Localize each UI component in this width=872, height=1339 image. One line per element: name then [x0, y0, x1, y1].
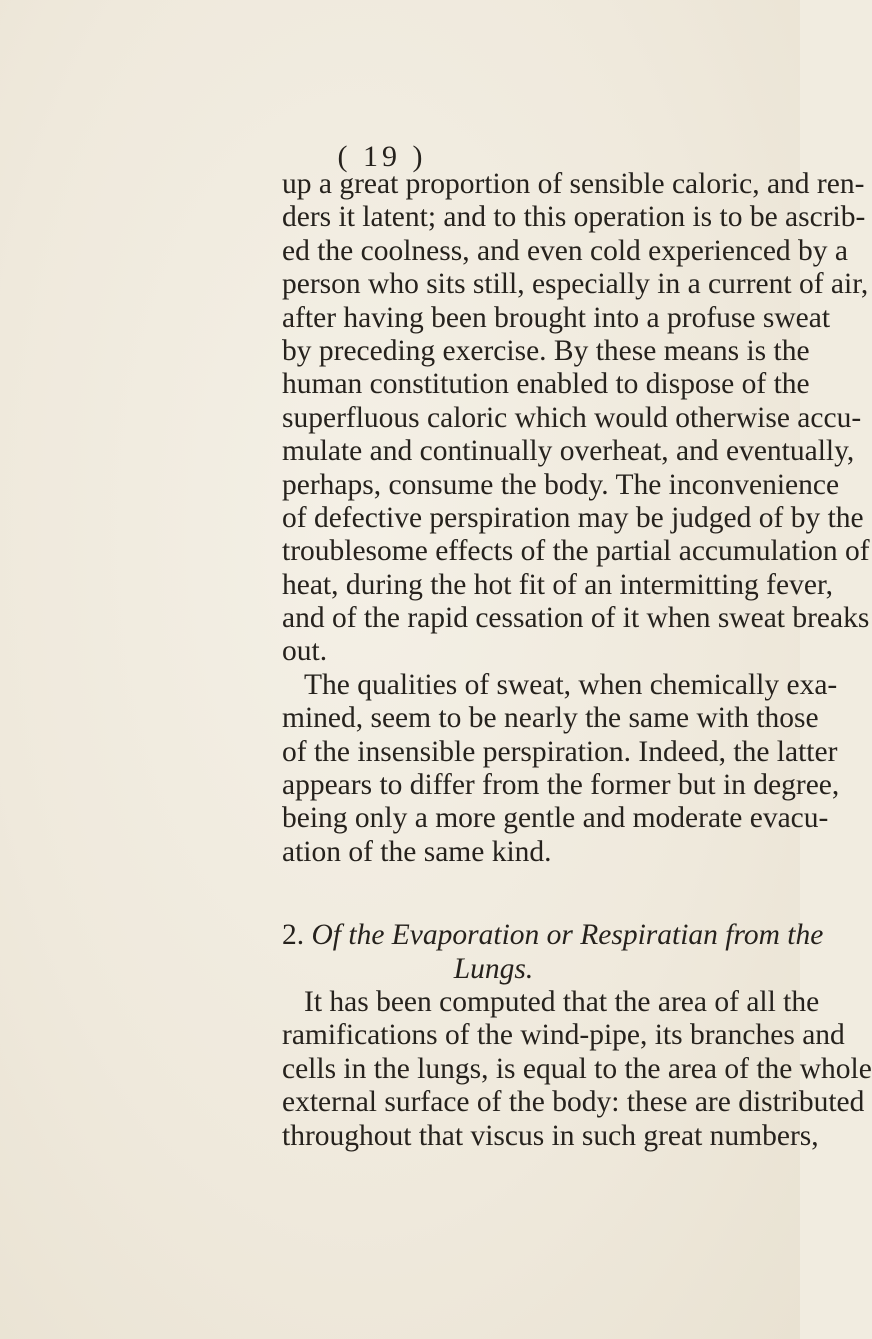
page-number: ( 19 )	[337, 140, 427, 173]
text-line: cells in the lungs, is equal to the area of the whole	[282, 1052, 872, 1085]
text-line: It has been computed that the area of all the	[304, 985, 820, 1018]
text-line: ed the coolness, and even cold experienced by a	[282, 234, 849, 267]
text-line: external surface of the body: these are distributed	[282, 1086, 865, 1119]
section-number: 2.	[282, 919, 305, 952]
text-line: of defective perspiration may be judged of by the	[282, 501, 864, 534]
text-line: person who sits still, especially in a current of air,	[282, 268, 869, 301]
text-line: mulate and continually overheat, and eventually,	[282, 435, 855, 468]
text-line: of the insensible perspiration. Indeed, the latter	[282, 735, 838, 768]
text-line: mined, seem to be nearly the same with those	[282, 702, 819, 735]
text-line: appears to differ from the former but in degree,	[282, 769, 840, 802]
text-line: out.	[282, 635, 328, 668]
page-text	[282, 168, 872, 1153]
text-line: troublesome effects of the partial accumulation of	[282, 535, 870, 568]
section-title: Of the Evaporation or Respiratian from the	[311, 919, 824, 952]
text-line: superfluous caloric which would otherwise accu-	[282, 401, 862, 434]
section-gap	[282, 869, 705, 919]
text-line: by preceding exercise. By these means is the	[282, 334, 810, 367]
text-line: heat, during the hot fit of an intermitting fever,	[282, 568, 833, 601]
text-line: throughout that viscus in such great numbers,	[282, 1119, 819, 1152]
text-line: ders it latent; and to this operation is to be ascrib-	[282, 201, 866, 234]
text-line: being only a more gentle and moderate evacu-	[282, 802, 829, 835]
text-line: perhaps, consume the body. The inconvenience	[282, 468, 840, 501]
text-line: up a great proportion of sensible caloric, and ren-	[282, 168, 865, 200]
text-line: ramifications of the wind-pipe, its branches and	[282, 1019, 845, 1052]
text-line: and of the rapid cessation of it when sweat breaks	[282, 602, 870, 635]
section-title-continued: Lungs.	[453, 952, 534, 985]
text-line: The qualities of sweat, when chemically exa-	[304, 668, 838, 701]
text-line: ation of the same kind.	[282, 835, 552, 868]
text-line: human constitution enabled to dispose of the	[282, 368, 810, 401]
section-heading	[282, 919, 824, 952]
text-line: after having been brought into a profuse sweat	[282, 301, 831, 334]
